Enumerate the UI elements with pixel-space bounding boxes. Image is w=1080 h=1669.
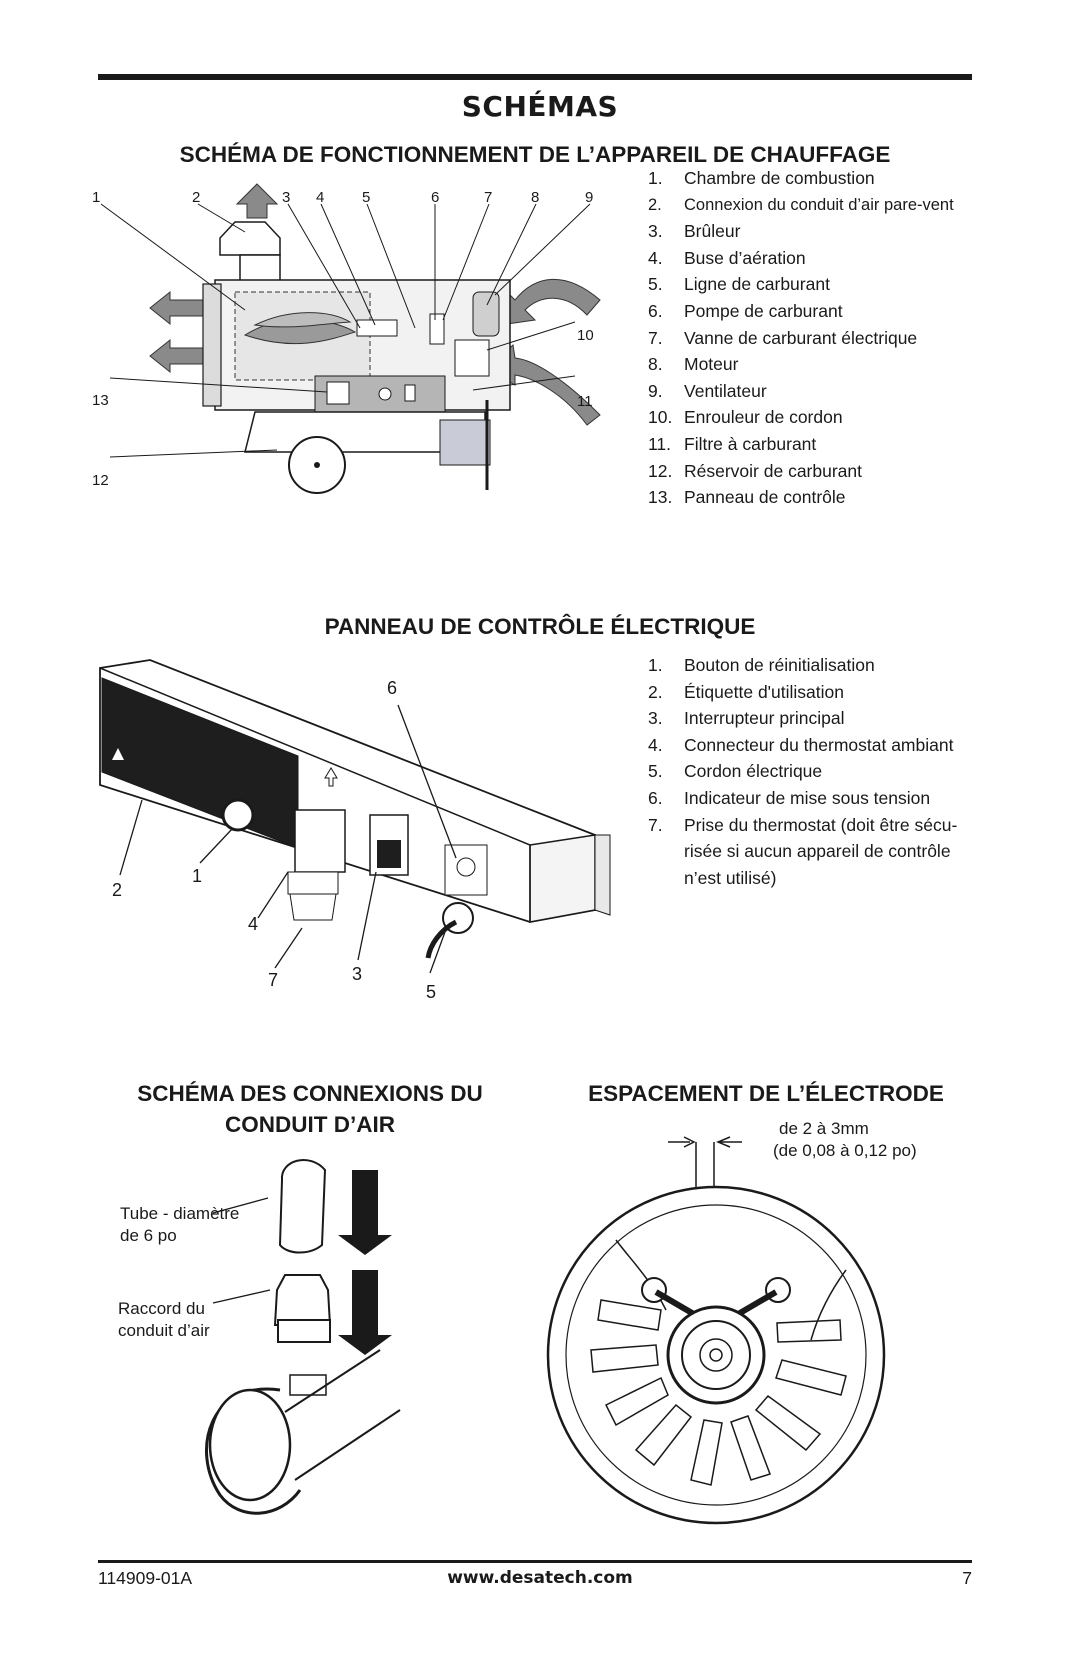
bottom-rule — [98, 1560, 972, 1563]
item-label: Filtre à carburant — [684, 433, 817, 454]
parts-list-item — [648, 458, 978, 485]
parts-list-item — [648, 404, 978, 431]
item-number: 11. — [648, 433, 672, 454]
item-number: 2. — [648, 681, 663, 702]
heater-parts-list — [648, 165, 978, 511]
item-number: 3. — [648, 708, 663, 729]
document-number: 114909-01A — [98, 1568, 193, 1588]
item-number: 1. — [648, 168, 663, 188]
item-number: 12. — [648, 460, 673, 481]
item-label: Indicateur de mise sous tension — [684, 787, 931, 808]
panel-callout: 3 — [352, 964, 363, 984]
control-panel-illustration — [90, 660, 650, 1055]
item-label: Enrouleur de cordon — [684, 407, 843, 428]
page-title: SCHÉMAS — [461, 90, 619, 123]
parts-list-item — [648, 298, 978, 325]
heater-callout: 2 — [192, 189, 201, 206]
parts-list-item — [648, 431, 978, 458]
item-label: Panneau de contrôle — [684, 487, 846, 508]
electrode-spacing-illustration — [556, 1120, 976, 1550]
item-number: 13. — [648, 487, 673, 508]
item-label: Vanne de carburant électrique — [684, 327, 918, 348]
duct-connections-title: SCHÉMA DES CONNEXIONS DU CONDUIT D’AIR — [137, 1081, 483, 1137]
control-panel-title: PANNEAU DE CONTRÔLE ÉLECTRIQUE — [324, 614, 756, 639]
item-number: 6. — [648, 787, 663, 808]
parts-list-item — [648, 484, 978, 511]
item-number: 2. — [648, 195, 662, 214]
item-label: Ventilateur — [684, 380, 767, 401]
item-label: Moteur — [684, 354, 739, 375]
parts-list-item — [648, 652, 978, 679]
parts-list-item — [648, 165, 978, 192]
website-url: www.desatech.com — [447, 1568, 633, 1588]
item-label: Connexion du conduit d’air pare-vent — [684, 195, 954, 214]
parts-list-item — [648, 705, 978, 732]
item-number: 4. — [648, 734, 663, 755]
panel-callout: 1 — [192, 866, 203, 886]
parts-list-item — [648, 812, 978, 892]
item-label: Buse d’aération — [684, 247, 806, 268]
panel-callout: 2 — [112, 880, 123, 900]
heater-callout: 13 — [92, 392, 109, 409]
item-label: Étiquette d'utilisation — [684, 681, 844, 702]
heater-callout: 3 — [282, 189, 291, 206]
page-number: 7 — [962, 1568, 972, 1588]
heater-callout: 10 — [577, 327, 594, 344]
item-label: Chambre de combustion — [684, 168, 875, 188]
item-label: Prise du thermostat (doit être sécu-risée si aucun appareil de contrôle n’est utilisé) — [684, 814, 958, 888]
panel-callout: 4 — [248, 914, 259, 934]
parts-list-item — [648, 732, 978, 759]
heater-callout: 5 — [362, 189, 371, 206]
item-label: Réservoir de carburant — [684, 460, 862, 481]
electrode-spacing-title: ESPACEMENT DE L’ÉLECTRODE — [588, 1081, 944, 1106]
item-number: 9. — [648, 380, 663, 401]
item-number: 4. — [648, 247, 663, 268]
item-label: Pompe de carburant — [684, 300, 843, 321]
heater-callout: 9 — [585, 189, 594, 206]
parts-list-item — [648, 271, 978, 298]
item-number: 10. — [648, 407, 673, 428]
item-number: 5. — [648, 274, 663, 295]
panel-callout: 6 — [387, 678, 398, 698]
heater-schematic-illustration — [92, 180, 655, 525]
parts-list-item — [648, 785, 978, 812]
heater-schematic-title: SCHÉMA DE FONCTIONNEMENT DE L’APPAREIL DE CHAUFFAGE — [179, 142, 891, 167]
parts-list-item — [648, 218, 978, 245]
panel-callout: 7 — [268, 970, 279, 990]
item-number: 1. — [648, 655, 663, 675]
parts-list-item — [648, 679, 978, 706]
parts-list-item — [648, 192, 978, 219]
parts-list-item — [648, 245, 978, 272]
heater-callout: 4 — [316, 189, 325, 206]
electrode-gap-mm: de 2 à 3mm — [779, 1119, 869, 1138]
item-number: 3. — [648, 221, 663, 242]
heater-callout: 12 — [92, 472, 109, 489]
item-number: 8. — [648, 354, 663, 375]
item-label: Brûleur — [684, 221, 741, 242]
parts-list-item — [648, 378, 978, 405]
control-panel-parts-list — [648, 652, 978, 891]
item-label: Interrupteur principal — [684, 708, 845, 729]
parts-list-item — [648, 758, 978, 785]
parts-list-item — [648, 351, 978, 378]
item-label: Cordon électrique — [684, 761, 823, 782]
item-label: Bouton de réinitialisation — [684, 655, 875, 675]
panel-callout: 5 — [426, 982, 437, 1002]
heater-callout: 8 — [531, 189, 540, 206]
item-number: 7. — [648, 814, 663, 835]
heater-callout: 6 — [431, 189, 440, 206]
coupling-label: Raccord du conduit d’air — [118, 1299, 210, 1340]
top-rule — [98, 74, 972, 80]
heater-callout: 7 — [484, 189, 493, 206]
item-label: Ligne de carburant — [684, 274, 830, 295]
parts-list-item — [648, 325, 978, 352]
item-number: 7. — [648, 327, 663, 348]
heater-callout: 11 — [577, 393, 593, 410]
item-label: Connecteur du thermostat ambiant — [684, 734, 954, 755]
item-number: 5. — [648, 761, 663, 782]
tube-label: Tube - diamètre de 6 po — [120, 1204, 240, 1245]
electrode-gap-inches: (de 0,08 à 0,12 po) — [773, 1141, 917, 1160]
item-number: 6. — [648, 300, 663, 321]
heater-callout: 1 — [92, 189, 101, 206]
